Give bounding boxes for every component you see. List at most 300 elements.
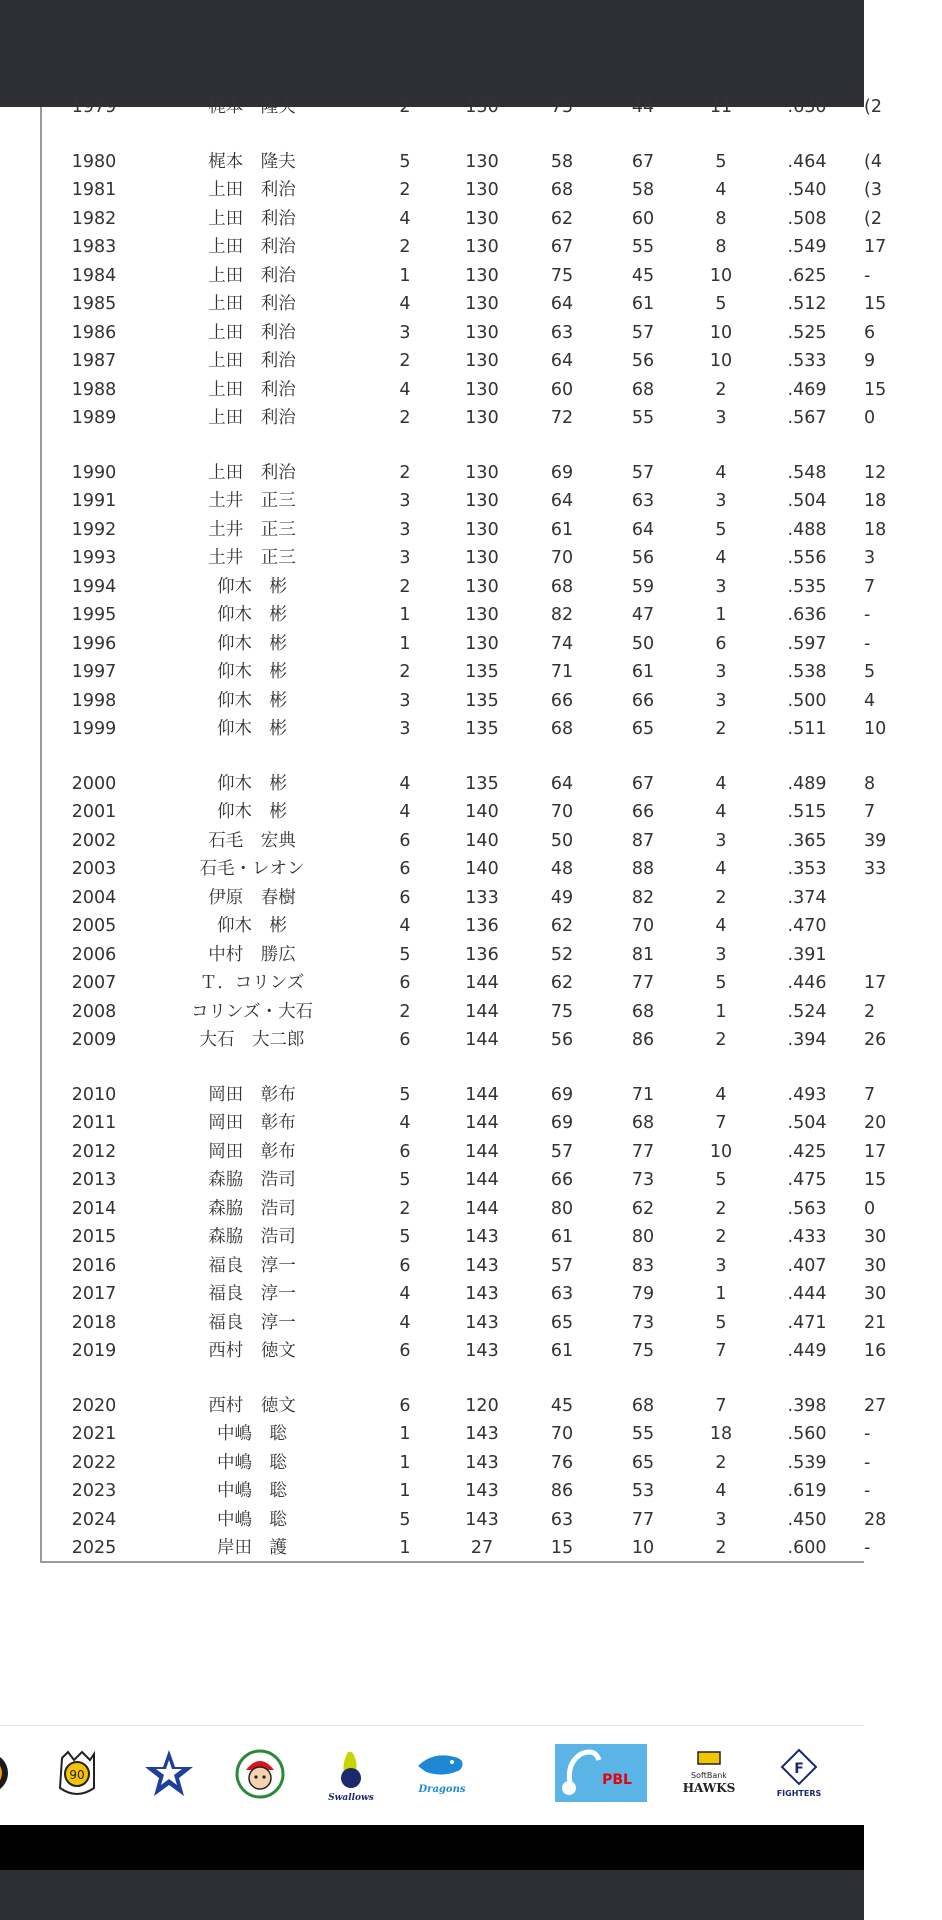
cell-wins: 68 <box>550 180 574 200</box>
cell-manager: 上田 利治 <box>208 237 296 257</box>
cell-rank: 3 <box>399 719 411 739</box>
cell-games: 143 <box>465 1227 499 1247</box>
cell-games-behind: 15 <box>864 379 887 400</box>
table-row <box>42 687 942 715</box>
cell-ties: 6 <box>715 633 727 654</box>
cell-year: 1985 <box>71 294 117 314</box>
cell-losses: 68 <box>631 1113 655 1133</box>
cell-games-behind: 28 <box>864 1509 887 1530</box>
cell-wins: 65 <box>550 1312 574 1333</box>
cell-manager: 岸田 護 <box>217 1538 287 1558</box>
cell-rank: 6 <box>399 1395 411 1416</box>
cell-year: 2023 <box>71 1481 117 1501</box>
cell-year: 1995 <box>71 605 117 625</box>
cell-win-pct: .538 <box>787 662 827 682</box>
cell-games: 136 <box>465 944 499 965</box>
table-row <box>42 1280 942 1308</box>
partial-circle-logo-icon[interactable] <box>0 1748 12 1798</box>
cell-losses: 56 <box>631 351 655 371</box>
cell-ties: 4 <box>715 916 727 936</box>
table-row <box>42 1309 942 1337</box>
dragons-logo-icon[interactable] <box>414 1748 468 1798</box>
cell-manager: 仰木 彬 <box>217 605 287 625</box>
cell-games-behind: 8 <box>864 773 876 794</box>
cell-losses: 79 <box>631 1284 655 1304</box>
cell-losses: 55 <box>631 408 655 428</box>
cell-win-pct: .464 <box>787 151 827 172</box>
cell-manager: 仰木 彬 <box>217 576 287 597</box>
table-row <box>42 969 942 997</box>
cell-ties: 4 <box>715 859 727 879</box>
cell-rank: 1 <box>399 1452 411 1473</box>
cell-games-behind: 20 <box>864 1113 887 1133</box>
cell-win-pct: .470 <box>787 916 827 936</box>
cell-manager: 岡田 彰布 <box>208 1113 296 1133</box>
fighters-logo-icon[interactable] <box>776 1748 822 1802</box>
cell-wins: 67 <box>550 237 574 257</box>
cell-year: 1990 <box>71 462 117 483</box>
cell-win-pct: .636 <box>787 605 827 625</box>
cell-win-pct: .394 <box>787 1030 827 1050</box>
cell-games-behind: 18 <box>864 519 887 540</box>
cell-year: 1988 <box>71 379 117 400</box>
table-row <box>42 233 942 261</box>
table-row <box>42 998 942 1026</box>
table-row <box>42 1477 942 1505</box>
cell-games-behind: 7 <box>864 576 876 597</box>
cell-win-pct: .471 <box>787 1312 827 1333</box>
cell-losses: 75 <box>631 1341 655 1361</box>
cell-rank: 2 <box>399 576 411 597</box>
cell-manager: 仰木 彬 <box>217 802 287 822</box>
cell-ties: 10 <box>709 351 733 371</box>
cell-games: 143 <box>465 1509 499 1530</box>
cell-games: 130 <box>465 180 499 200</box>
cell-wins: 75 <box>550 265 574 286</box>
svg-text:HAWKS: HAWKS <box>682 1781 736 1795</box>
cell-games: 144 <box>465 973 499 993</box>
cell-ties: 10 <box>709 322 733 343</box>
cell-wins: 70 <box>550 1424 574 1444</box>
cell-rank: 6 <box>399 1255 411 1276</box>
cell-games-behind: 9 <box>864 351 876 371</box>
cell-year: 2009 <box>71 1030 117 1050</box>
cell-ties: 7 <box>715 1341 727 1361</box>
table-row <box>42 516 942 544</box>
cell-year: 2019 <box>71 1341 117 1361</box>
cell-win-pct: .374 <box>787 887 827 908</box>
cell-losses: 47 <box>631 605 655 625</box>
cell-games: 143 <box>465 1452 499 1473</box>
cell-rank: 4 <box>399 916 411 936</box>
svg-text:90: 90 <box>69 1768 85 1782</box>
cell-games-behind: - <box>864 1452 871 1473</box>
cell-year: 2022 <box>71 1452 117 1473</box>
cell-losses: 61 <box>631 294 655 314</box>
table-row <box>42 601 942 629</box>
cell-games-behind: - <box>864 633 871 654</box>
cell-manager: 上田 利治 <box>208 322 296 343</box>
cell-manager: 中村 勝広 <box>208 944 296 965</box>
cell-win-pct: .533 <box>787 351 827 371</box>
cell-ties: 3 <box>715 1509 727 1530</box>
cell-ties: 4 <box>715 1084 727 1105</box>
cell-win-pct: .493 <box>787 1084 827 1105</box>
cell-ties: 3 <box>715 944 727 965</box>
carp-mascot-logo-icon[interactable] <box>234 1748 286 1800</box>
table-row <box>42 630 942 658</box>
cell-ties: 1 <box>715 1284 727 1304</box>
cell-losses: 58 <box>631 180 655 200</box>
cell-games: 143 <box>465 1284 499 1304</box>
table-row <box>42 1026 942 1054</box>
cell-games-behind: - <box>864 1424 871 1444</box>
cell-rank: 5 <box>399 944 411 965</box>
cell-rank: 4 <box>399 208 411 229</box>
cell-ties: 2 <box>715 1452 727 1473</box>
cell-rank: 5 <box>399 151 411 172</box>
cell-losses: 53 <box>631 1481 655 1501</box>
cell-ties: 4 <box>715 1481 727 1501</box>
cell-manager: 伊原 春樹 <box>208 887 296 908</box>
cell-rank: 2 <box>399 408 411 428</box>
cell-games: 140 <box>465 859 499 879</box>
cell-manager: 森脇 浩司 <box>208 1170 296 1190</box>
cell-games-behind: 2 <box>864 1001 876 1022</box>
cell-rank: 5 <box>399 1227 411 1247</box>
cell-wins: 56 <box>550 1030 574 1050</box>
cell-rank: 4 <box>399 1312 411 1333</box>
cell-games-behind: 3 <box>864 548 876 568</box>
cell-year: 2006 <box>71 944 117 965</box>
cell-manager: 中嶋 聡 <box>217 1481 287 1501</box>
cell-year: 1979 <box>71 97 117 117</box>
cell-games: 130 <box>465 294 499 314</box>
cell-wins: 62 <box>550 973 574 993</box>
cell-ties: 2 <box>715 1227 727 1247</box>
cell-win-pct: .512 <box>787 294 827 314</box>
cell-games: 120 <box>465 1395 499 1416</box>
cell-wins: 64 <box>550 294 574 314</box>
cell-win-pct: .563 <box>787 1198 827 1219</box>
cell-rank: 4 <box>399 773 411 794</box>
cell-win-pct: .407 <box>787 1255 827 1276</box>
cell-year: 1991 <box>71 491 117 511</box>
cell-year: 1980 <box>71 151 117 172</box>
cell-wins: 68 <box>550 576 574 597</box>
cell-games: 135 <box>465 773 499 794</box>
cell-win-pct: .469 <box>787 379 827 400</box>
cell-manager: 土井 正三 <box>208 491 296 511</box>
table-row <box>42 1506 942 1534</box>
cell-year: 2004 <box>71 887 117 908</box>
cell-games-behind: 0 <box>864 408 876 428</box>
cell-manager: 上田 利治 <box>208 379 296 400</box>
cell-games: 144 <box>465 1030 499 1050</box>
cell-manager: 上田 利治 <box>208 408 296 428</box>
cell-win-pct: .597 <box>787 633 827 654</box>
cell-rank: 5 <box>399 1509 411 1530</box>
cell-wins: 58 <box>550 151 574 172</box>
cell-win-pct: .525 <box>787 322 827 343</box>
cell-games: 143 <box>465 1341 499 1361</box>
table-row <box>42 347 942 375</box>
cell-year: 1994 <box>71 576 117 597</box>
cell-losses: 61 <box>631 662 655 682</box>
cell-losses: 55 <box>631 237 655 257</box>
cell-year: 1982 <box>71 208 117 229</box>
cell-ties: 3 <box>715 830 727 851</box>
cell-year: 1981 <box>71 180 117 200</box>
table-row <box>42 1252 942 1280</box>
cell-manager: 上田 利治 <box>208 208 296 229</box>
cell-year: 1997 <box>71 662 117 682</box>
cell-games: 140 <box>465 802 499 822</box>
table-row <box>42 1166 942 1194</box>
cell-games-behind: 27 <box>864 1395 887 1416</box>
svg-text:PBL: PBL <box>602 1772 632 1788</box>
cell-rank: 4 <box>399 379 411 400</box>
cell-win-pct: .449 <box>787 1341 827 1361</box>
cell-losses: 57 <box>631 462 655 483</box>
table-row <box>42 1420 942 1448</box>
cell-manager: 仰木 彬 <box>217 633 287 654</box>
cell-games: 135 <box>465 719 499 739</box>
cell-manager: 中嶋 聡 <box>217 1509 287 1530</box>
cell-losses: 87 <box>631 830 655 851</box>
cell-games: 135 <box>465 690 499 711</box>
cell-rank: 1 <box>399 633 411 654</box>
cell-year: 1986 <box>71 322 117 343</box>
hawks-logo-icon[interactable] <box>684 1748 734 1804</box>
cell-games-behind: (2 <box>864 97 882 117</box>
cell-rank: 4 <box>399 802 411 822</box>
cell-losses: 73 <box>631 1312 655 1333</box>
cell-win-pct: .450 <box>787 1509 827 1530</box>
cell-games: 143 <box>465 1312 499 1333</box>
cell-manager: 森脇 浩司 <box>208 1227 296 1247</box>
cell-losses: 50 <box>631 633 655 654</box>
cell-manager: 仰木 彬 <box>217 773 287 794</box>
cell-losses: 81 <box>631 944 655 965</box>
cell-games-behind: 16 <box>864 1341 887 1361</box>
cell-wins: 62 <box>550 916 574 936</box>
cell-losses: 59 <box>631 576 655 597</box>
system-navigation-bar <box>0 1870 864 1920</box>
cell-ties: 7 <box>715 1395 727 1416</box>
cell-rank: 3 <box>399 548 411 568</box>
cell-games-behind: 7 <box>864 1084 876 1105</box>
cell-wins: 71 <box>550 662 574 682</box>
cell-rank: 2 <box>399 97 411 117</box>
cell-win-pct: .540 <box>787 180 827 200</box>
cell-wins: 57 <box>550 1141 574 1162</box>
cell-rank: 2 <box>399 180 411 200</box>
cell-win-pct: .353 <box>787 859 827 879</box>
table-row <box>42 855 942 883</box>
cell-rank: 2 <box>399 351 411 371</box>
cell-win-pct: .433 <box>787 1227 827 1247</box>
cell-year: 1992 <box>71 519 117 540</box>
cell-games: 144 <box>465 1141 499 1162</box>
cell-year: 2007 <box>71 973 117 993</box>
cell-manager: 梶本 隆夫 <box>208 151 296 172</box>
table-row <box>42 573 942 601</box>
table-row <box>42 404 942 432</box>
cell-ties: 3 <box>715 576 727 597</box>
cell-games-behind: 10 <box>864 719 887 739</box>
table-row <box>42 148 942 176</box>
cell-games-behind: (2 <box>864 208 882 229</box>
cell-games-behind: 5 <box>864 662 876 682</box>
cell-manager: 福良 淳一 <box>208 1284 296 1304</box>
cell-games-behind: 30 <box>864 1227 887 1247</box>
cell-wins: 45 <box>550 1395 574 1416</box>
cell-games: 130 <box>465 408 499 428</box>
cell-rank: 3 <box>399 322 411 343</box>
cell-ties: 3 <box>715 690 727 711</box>
cell-games-behind: (3 <box>864 180 882 200</box>
table-row <box>42 1195 942 1223</box>
table-row <box>42 1223 942 1251</box>
cell-games: 130 <box>465 237 499 257</box>
cell-year: 2012 <box>71 1141 117 1162</box>
cell-wins: 70 <box>550 548 574 568</box>
svg-text:F: F <box>794 1761 804 1777</box>
cell-ties: 8 <box>715 208 727 229</box>
cell-rank: 6 <box>399 1141 411 1162</box>
cell-year: 1989 <box>71 408 117 428</box>
pbl-logo-icon[interactable] <box>555 1744 647 1802</box>
table-row <box>42 459 942 487</box>
cell-manager: 石毛 宏典 <box>208 830 296 851</box>
cell-manager: 岡田 彰布 <box>208 1084 296 1105</box>
cell-rank: 3 <box>399 491 411 511</box>
cell-games-behind: 39 <box>864 830 887 851</box>
cell-ties: 1 <box>715 1001 727 1022</box>
cell-games: 130 <box>465 605 499 625</box>
cell-manager: Ｔ．コリンズ <box>199 973 305 993</box>
cell-year: 2018 <box>71 1312 117 1333</box>
cell-ties: 3 <box>715 662 727 682</box>
cell-rank: 4 <box>399 1284 411 1304</box>
cell-games: 144 <box>465 1170 499 1190</box>
cell-year: 2020 <box>71 1395 117 1416</box>
cell-win-pct: .504 <box>787 491 827 511</box>
cell-win-pct: .508 <box>787 208 827 229</box>
cell-year: 2002 <box>71 830 117 851</box>
cell-games: 130 <box>465 379 499 400</box>
cell-games: 136 <box>465 916 499 936</box>
cell-manager: 西村 徳文 <box>208 1341 296 1361</box>
cell-win-pct: .535 <box>787 576 827 597</box>
cell-losses: 56 <box>631 548 655 568</box>
cell-games: 27 <box>470 1538 494 1558</box>
cell-wins: 52 <box>550 944 574 965</box>
cell-win-pct: .444 <box>787 1284 827 1304</box>
cell-manager: コリンズ・大石 <box>191 1001 313 1022</box>
cell-ties: 2 <box>715 887 727 908</box>
cell-losses: 63 <box>631 491 655 511</box>
table-row <box>42 93 942 121</box>
cell-year: 1998 <box>71 690 117 711</box>
cell-rank: 4 <box>399 1113 411 1133</box>
cell-games: 143 <box>465 1255 499 1276</box>
cell-games-behind: 30 <box>864 1255 887 1276</box>
cell-year: 1993 <box>71 548 117 568</box>
table-row <box>42 912 942 940</box>
swallows-logo-icon[interactable] <box>328 1748 374 1804</box>
cell-ties: 4 <box>715 462 727 483</box>
cell-wins: 72 <box>550 408 574 428</box>
cell-wins: 64 <box>550 351 574 371</box>
cell-manager: 森脇 浩司 <box>208 1198 296 1219</box>
cell-games: 130 <box>465 462 499 483</box>
cell-ties: 2 <box>715 1030 727 1050</box>
table-row <box>42 1534 942 1562</box>
cell-games-behind: 15 <box>864 294 887 314</box>
cell-games: 130 <box>465 576 499 597</box>
svg-text:SoftBank: SoftBank <box>691 1771 727 1780</box>
cell-wins: 50 <box>550 830 574 851</box>
cell-wins: 63 <box>550 1284 574 1304</box>
cell-ties: 11 <box>709 97 733 117</box>
cell-ties: 2 <box>715 1198 727 1219</box>
cell-year: 2005 <box>71 916 117 936</box>
cell-losses: 68 <box>631 1001 655 1022</box>
table-row <box>42 487 942 515</box>
cell-games: 143 <box>465 1424 499 1444</box>
cell-games-behind: - <box>864 265 871 286</box>
table-row <box>42 1109 942 1137</box>
table-row <box>42 376 942 404</box>
cell-losses: 10 <box>631 1538 655 1558</box>
cell-ties: 10 <box>709 265 733 286</box>
table-row <box>42 1392 942 1420</box>
tiger-90th-logo-icon[interactable] <box>54 1748 100 1800</box>
cell-ties: 4 <box>715 548 727 568</box>
cell-losses: 71 <box>631 1084 655 1105</box>
cell-ties: 3 <box>715 1255 727 1276</box>
cell-ties: 5 <box>715 1312 727 1333</box>
cell-rank: 1 <box>399 1538 411 1558</box>
cell-win-pct: .625 <box>787 265 827 286</box>
cell-win-pct: .489 <box>787 773 827 794</box>
cell-win-pct: .539 <box>787 1452 827 1473</box>
table-row <box>42 827 942 855</box>
cell-wins: 86 <box>550 1481 574 1501</box>
cell-win-pct: .475 <box>787 1170 827 1190</box>
cell-year: 2014 <box>71 1198 117 1219</box>
cell-games-behind: 26 <box>864 1030 887 1050</box>
cell-wins: 82 <box>550 605 574 625</box>
cell-games: 130 <box>465 97 499 117</box>
cell-losses: 65 <box>631 1452 655 1473</box>
cell-games: 130 <box>465 322 499 343</box>
cell-ties: 3 <box>715 408 727 428</box>
table-row <box>42 770 942 798</box>
table-row <box>42 176 942 204</box>
cell-win-pct: .549 <box>787 237 827 257</box>
cell-ties: 2 <box>715 379 727 400</box>
cell-win-pct: .515 <box>787 802 827 822</box>
cell-manager: 上田 利治 <box>208 351 296 371</box>
star-logo-icon[interactable] <box>142 1748 196 1800</box>
cell-rank: 3 <box>399 519 411 540</box>
cell-year: 2025 <box>71 1538 117 1558</box>
cell-games-behind: 7 <box>864 802 876 822</box>
cell-wins: 66 <box>550 1170 574 1190</box>
